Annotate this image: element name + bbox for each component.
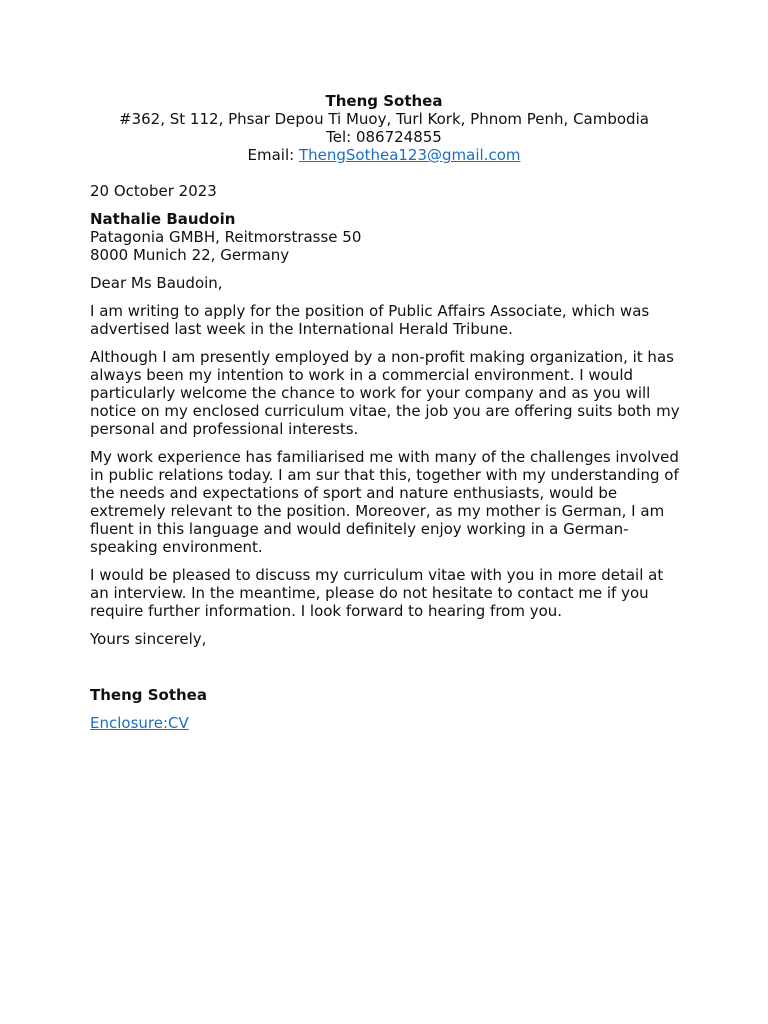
- enclosure-line: [90, 714, 678, 732]
- sender-email-label: Email:: [247, 146, 299, 164]
- body-paragraph-4: I would be pleased to discuss my curriculum vitae with you in more detail at an interview. In the meantime, please do not hesitate to contact me if you require further information. I look forward to hearing from you.: [90, 566, 664, 620]
- sender-address: #362, St 112, Phsar Depou Ti Muoy, Turl Kork, Phnom Penh, Cambodia: [119, 110, 649, 128]
- sender-name: Theng Sothea: [325, 92, 443, 110]
- signature-name: Theng Sothea: [90, 686, 207, 704]
- recipient-name: Nathalie Baudoin: [90, 210, 236, 228]
- salutation: Dear Ms Baudoin,: [90, 274, 223, 292]
- body-paragraph-2: Although I am presently employed by a non-profit making organization, it has always been my intention to work in a commercial environment. I would particularly welcome the chance to work for your company and as you will notice on my enclosed curriculum vitae, the job you are offering suits both my personal and professional interests.: [90, 348, 680, 438]
- sender-tel: Tel: 086724855: [326, 128, 442, 146]
- sender-header: [90, 92, 678, 164]
- sender-email-link[interactable]: ThengSothea123@gmail.com: [298, 146, 521, 164]
- body-paragraph-1: I am writing to apply for the position of Public Affairs Associate, which was advertised last week in the International Herald Tribune.: [90, 302, 650, 338]
- enclosure-link[interactable]: Enclosure:CV: [90, 714, 189, 732]
- recipient-address-line2: 8000 Munich 22, Germany: [90, 246, 290, 264]
- closing: Yours sincerely,: [90, 630, 207, 648]
- letter-date: 20 October 2023: [90, 182, 217, 200]
- recipient-address-line1: Patagonia GMBH, Reitmorstrasse 50: [90, 228, 362, 246]
- body-paragraph-3: My work experience has familiarised me with many of the challenges involved in public relations today. I am sur that this, together with my understanding of the needs and expectations of sport and nature enthusiasts, would be extremely relevant to the position. Moreover, as my mother is German, I am fluent in this language and would definitely enjoy working in a German-speaking environment.: [90, 448, 679, 556]
- sender-email-line: [90, 146, 678, 164]
- recipient-block: [90, 210, 678, 264]
